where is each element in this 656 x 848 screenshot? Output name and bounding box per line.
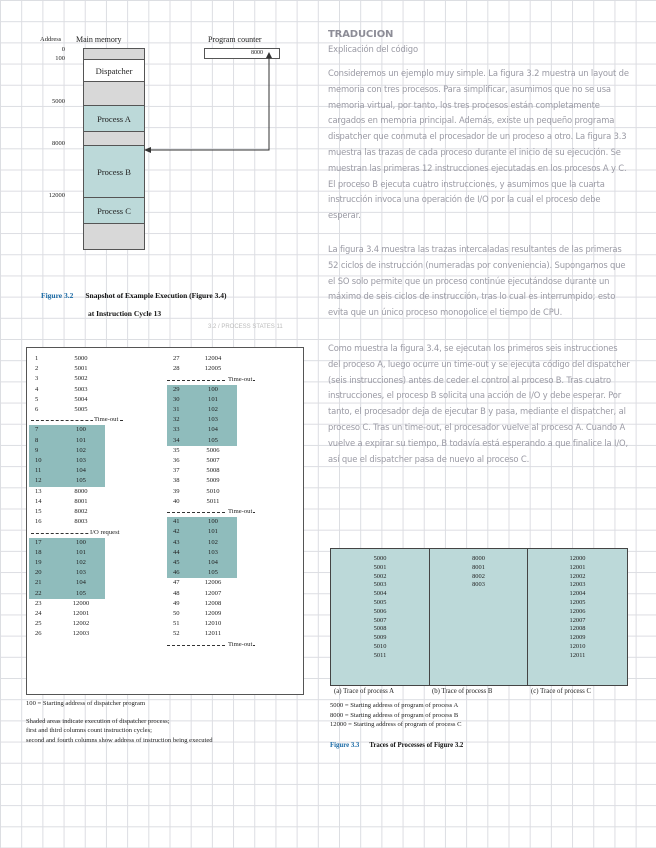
trace-address: 12003 xyxy=(569,581,586,589)
instruction-address: 5004 xyxy=(74,395,88,403)
instruction-address: 101 xyxy=(208,528,218,536)
instruction-address: 5009 xyxy=(206,477,220,485)
cycle-number: 52 xyxy=(173,630,180,638)
address-5000: 5000 xyxy=(52,98,65,105)
cycle-number: 4 xyxy=(35,385,39,393)
trace-address: 8002 xyxy=(472,572,485,580)
cycle-number: 46 xyxy=(173,569,180,577)
cycle-number: 26 xyxy=(35,630,42,638)
cycle-number: 42 xyxy=(173,528,180,536)
timeout-label: Time-out xyxy=(228,375,253,383)
notes-title: TRADUCION xyxy=(328,29,394,40)
trace-address: 5009 xyxy=(373,634,387,642)
instruction-address: 8001 xyxy=(74,497,88,505)
trace-column-b xyxy=(430,549,527,691)
trace-address: 8003 xyxy=(472,581,485,589)
instruction-address: 5011 xyxy=(206,497,220,505)
cycle-number: 37 xyxy=(173,467,180,475)
cycle-number: 11 xyxy=(35,467,42,475)
cycle-number: 38 xyxy=(173,477,180,485)
instruction-address: 12011 xyxy=(204,630,222,638)
page-header-fragment: 3.2 / PROCESS STATES 11 xyxy=(208,324,283,330)
trace-address: 8001 xyxy=(472,563,485,571)
cycle-number: 13 xyxy=(35,487,42,495)
cycle-number: 12 xyxy=(35,477,42,485)
label-trace-c: (c) Trace of process C xyxy=(531,688,592,695)
trace-address: 5000 xyxy=(373,555,387,562)
cycle-number: 1 xyxy=(35,355,39,362)
instruction-address: 105 xyxy=(76,589,86,597)
trace-address: 5003 xyxy=(373,581,387,589)
cycle-number: 20 xyxy=(35,569,42,577)
caption-number: Figure 3.2 xyxy=(41,291,74,300)
instruction-address: 12001 xyxy=(72,610,90,617)
io-request-label: I/O request xyxy=(90,528,120,536)
trace-address: 12005 xyxy=(569,598,586,606)
interleaved-trace-table xyxy=(26,347,304,695)
cycle-number: 17 xyxy=(35,538,42,546)
trace-column-a xyxy=(331,549,429,691)
cycle-number: 30 xyxy=(173,395,180,403)
cycle-number: 39 xyxy=(173,487,180,495)
trace-address: 5005 xyxy=(373,598,387,606)
timeout-label: Time-out xyxy=(228,640,253,648)
trace-address: 12007 xyxy=(569,616,586,624)
cycle-number: 43 xyxy=(173,538,180,546)
dispatcher-block: Dispatcher xyxy=(84,59,144,81)
figure-3-2-caption xyxy=(41,285,281,321)
instruction-address: 103 xyxy=(76,569,86,577)
figure-3-3-legend xyxy=(330,701,630,752)
trace-address: 12011 xyxy=(569,651,586,659)
trace-address: 12001 xyxy=(569,563,586,571)
legend-process-b: 8000 = Starting address of program of process B xyxy=(330,711,459,719)
cycle-number: 32 xyxy=(173,416,180,424)
instruction-address: 12008 xyxy=(204,599,222,607)
instruction-address: 104 xyxy=(76,579,86,587)
instruction-address: 5008 xyxy=(206,467,220,475)
cycle-number: 14 xyxy=(35,497,42,505)
instruction-address: 12005 xyxy=(204,365,222,373)
instruction-address: 8002 xyxy=(74,508,88,515)
cycle-number: 2 xyxy=(35,365,39,373)
instruction-address: 5002 xyxy=(74,375,88,383)
instruction-address: 105 xyxy=(208,436,218,444)
trace-address: 5011 xyxy=(373,651,387,659)
cycle-number: 34 xyxy=(173,436,180,444)
cycle-number: 47 xyxy=(173,579,180,587)
cycle-number: 44 xyxy=(173,548,180,556)
instruction-address: 100 xyxy=(76,426,86,434)
label-trace-b: (b) Trace of process B xyxy=(432,688,493,695)
instruction-address: 101 xyxy=(76,436,86,444)
instruction-address: 104 xyxy=(76,467,86,475)
instruction-address: 12010 xyxy=(204,620,222,628)
trace-address: 5002 xyxy=(373,572,387,580)
trace-address: 8000 xyxy=(472,555,485,562)
cycle-number: 5 xyxy=(35,395,39,403)
program-counter-value: 8000 xyxy=(251,50,263,56)
cycle-number: 50 xyxy=(173,610,180,617)
instruction-address: 104 xyxy=(208,559,218,566)
address-12000: 12000 xyxy=(48,192,65,199)
instruction-address: 103 xyxy=(76,457,86,464)
trace-address: 5004 xyxy=(373,590,387,598)
footnote-columns-1: first and third columns count instruction cycles; xyxy=(26,727,152,735)
cycle-number: 8 xyxy=(35,436,39,444)
caption-text-line1: Snapshot of Example Execution (Figure 3.4) xyxy=(85,291,227,300)
instruction-address: 103 xyxy=(208,416,218,424)
cycle-number: 41 xyxy=(173,518,180,526)
instruction-address: 102 xyxy=(208,406,218,413)
cycle-number: 21 xyxy=(35,579,42,587)
process-c-block: Process C xyxy=(84,197,144,223)
pc-pointer-arrow xyxy=(140,50,280,154)
instruction-address: 8003 xyxy=(74,518,88,526)
instruction-address: 104 xyxy=(208,426,218,434)
instruction-address: 5007 xyxy=(206,457,220,464)
cycle-number: 9 xyxy=(35,446,39,454)
trace-address: 12004 xyxy=(569,590,586,598)
instruction-address: 102 xyxy=(76,446,86,454)
cycle-number: 51 xyxy=(173,620,180,628)
footnote-shaded: Shaded areas indicate execution of dispatcher process; xyxy=(26,717,170,725)
instruction-address: 12000 xyxy=(72,599,90,607)
instruction-address: 100 xyxy=(208,518,218,526)
trace-address: 5001 xyxy=(373,563,387,571)
instruction-address: 12002 xyxy=(72,620,90,628)
memory-gap xyxy=(84,223,144,249)
cycle-number: 28 xyxy=(173,365,180,373)
instruction-address: 100 xyxy=(76,538,86,546)
instruction-address: 12009 xyxy=(204,610,222,617)
process-traces-table xyxy=(330,548,628,686)
trace-address: 5008 xyxy=(373,625,387,633)
caption-text-line2: at Instruction Cycle 13 xyxy=(88,309,162,318)
program-counter-header: Program counter xyxy=(208,35,262,44)
legend-process-a: 5000 = Starting address of program of process A xyxy=(330,702,459,709)
instruction-address: 5010 xyxy=(206,487,220,495)
address-100: 100 xyxy=(55,55,65,62)
trace-footnotes xyxy=(26,699,316,745)
cycle-number: 48 xyxy=(173,589,180,597)
instruction-address: 12006 xyxy=(204,579,222,587)
legend-process-c: 12000 = Starting address of program of process C xyxy=(330,721,462,729)
instruction-address: 12007 xyxy=(204,589,222,597)
cycle-number: 15 xyxy=(35,508,42,515)
cycle-number: 19 xyxy=(35,559,42,566)
cycle-number: 49 xyxy=(173,599,180,607)
timeout-label: Time-out xyxy=(228,508,253,516)
address-header: Address xyxy=(40,36,62,43)
instruction-address: 103 xyxy=(208,548,218,556)
cycle-number: 24 xyxy=(35,610,42,617)
cycle-number: 3 xyxy=(35,375,39,383)
cycle-number: 45 xyxy=(173,559,180,566)
trace-address: 12009 xyxy=(569,634,586,642)
cycle-number: 27 xyxy=(173,355,180,362)
instruction-address: 105 xyxy=(76,477,86,485)
cycle-number: 29 xyxy=(173,385,180,393)
instruction-address: 101 xyxy=(76,548,86,556)
trace-address: 12000 xyxy=(569,555,586,562)
trace-address: 12010 xyxy=(569,642,586,650)
figure-3-3-caption xyxy=(330,734,630,752)
caption-text: Traces of Processes of Figure 3.2 xyxy=(369,741,464,749)
trace-address: 5007 xyxy=(373,616,387,624)
notes-paragraph-3: Como muestra la figura 3.4, se ejecutan los primeros seis instrucciones del proceso A, luego ocurre un time-out y se ejecuta código del dispatcher (seis instrucciones) antes de ceder el control al proceso B. Tras cuatro instrucciones, el proceso B solicita una acción de I/O y debe esperar. Por tanto, el procesador deja de ejecutar B y pasa, mediante el dispatcher, al proceso C. Tras un time-out, el procesador vuelve al proceso A. Cuando A vuelve a expirar su tiempo, B todavía está esperando a que finalice la I/O, así que el dispatcher pasa de nuevo al proceso C. xyxy=(328,342,630,464)
cycle-number: 10 xyxy=(35,457,42,464)
memory-gap xyxy=(84,131,144,145)
memory-reserved xyxy=(84,49,144,59)
trace-address: 5010 xyxy=(373,642,387,650)
instruction-address: 5006 xyxy=(206,446,220,454)
timeout-label: Time-out xyxy=(94,416,119,424)
footnote-columns-2: second and fourth columns show address of instruction being executed xyxy=(26,736,213,744)
instruction-address: 5001 xyxy=(74,365,88,373)
cycle-number: 22 xyxy=(35,589,42,597)
address-0: 0 xyxy=(61,46,65,53)
instruction-address: 12003 xyxy=(72,630,90,638)
label-trace-a: (a) Trace of process A xyxy=(334,688,395,695)
address-8000: 8000 xyxy=(52,140,65,147)
notes-paragraph-1: Consideremos un ejemplo muy simple. La figura 3.2 muestra un layout de memoria con tres procesos. Para simplificar, asumimos que no se usa memoria virtual, por tanto, los tres procesos están completamente cargados en memoria principal. Además, existe un pequeño programa dispatcher que conmuta el procesador de un proceso a otro. La figura 3.3 muestra las trazas de cada proceso durante el inicio de su ejecución. Se muestran las primeras 12 instrucciones ejecutadas en los procesos A y C. El proceso B ejecuta cuatro instrucciones, y asumimos que la cuarta instrucción invoca una operación de I/O por la cual el proceso debe esperar. xyxy=(328,68,629,221)
instruction-address: 5005 xyxy=(74,406,88,413)
trace-column-c xyxy=(528,549,627,691)
process-a-block: Process A xyxy=(84,105,144,131)
instruction-address: 101 xyxy=(208,395,218,403)
instruction-address: 5003 xyxy=(74,385,88,393)
cycle-number: 40 xyxy=(173,497,180,505)
instruction-address: 102 xyxy=(76,559,86,566)
instruction-address: 12004 xyxy=(204,355,222,362)
trace-address: 12002 xyxy=(569,572,586,580)
cycle-number: 6 xyxy=(35,406,39,413)
caption-number: Figure 3.3 xyxy=(330,741,360,749)
main-memory-diagram xyxy=(83,48,145,250)
cycle-number: 7 xyxy=(35,426,39,434)
cycle-number: 23 xyxy=(35,599,42,607)
instruction-address: 100 xyxy=(208,385,218,393)
footnote-dispatcher-address: 100 = Starting address of dispatcher program xyxy=(26,700,146,707)
instruction-address: 105 xyxy=(208,569,218,577)
cycle-number: 33 xyxy=(173,426,180,434)
instruction-address: 102 xyxy=(208,538,218,546)
instruction-address: 5000 xyxy=(74,355,88,362)
instruction-address: 8000 xyxy=(74,487,88,495)
cycle-number: 35 xyxy=(173,446,180,454)
cycle-number: 36 xyxy=(173,457,180,464)
notes-subtitle: Explicación del código xyxy=(328,44,418,54)
cycle-number: 18 xyxy=(35,548,42,556)
translation-notes xyxy=(328,28,630,467)
cycle-number: 31 xyxy=(173,406,180,413)
trace-address: 12006 xyxy=(569,607,586,615)
trace-address: 12008 xyxy=(569,625,586,633)
memory-gap xyxy=(84,81,144,105)
main-memory-header: Main memory xyxy=(76,35,122,44)
cycle-number: 16 xyxy=(35,518,42,526)
process-b-block: Process B xyxy=(84,145,144,197)
notes-paragraph-2: La figura 3.4 muestra las trazas intercaladas resultantes de las primeras 52 ciclos de instrucción (numeradas por conveniencia). Supongamos que el SO solo permite que un proceso continúe ejecutándose durante un máximo de seis ciclos de instrucción, tras lo cual es interrumpido; esto evita que un único proceso monopolice el tiempo de CPU. xyxy=(328,243,626,318)
cycle-number: 25 xyxy=(35,620,42,628)
trace-address: 5006 xyxy=(373,607,387,615)
